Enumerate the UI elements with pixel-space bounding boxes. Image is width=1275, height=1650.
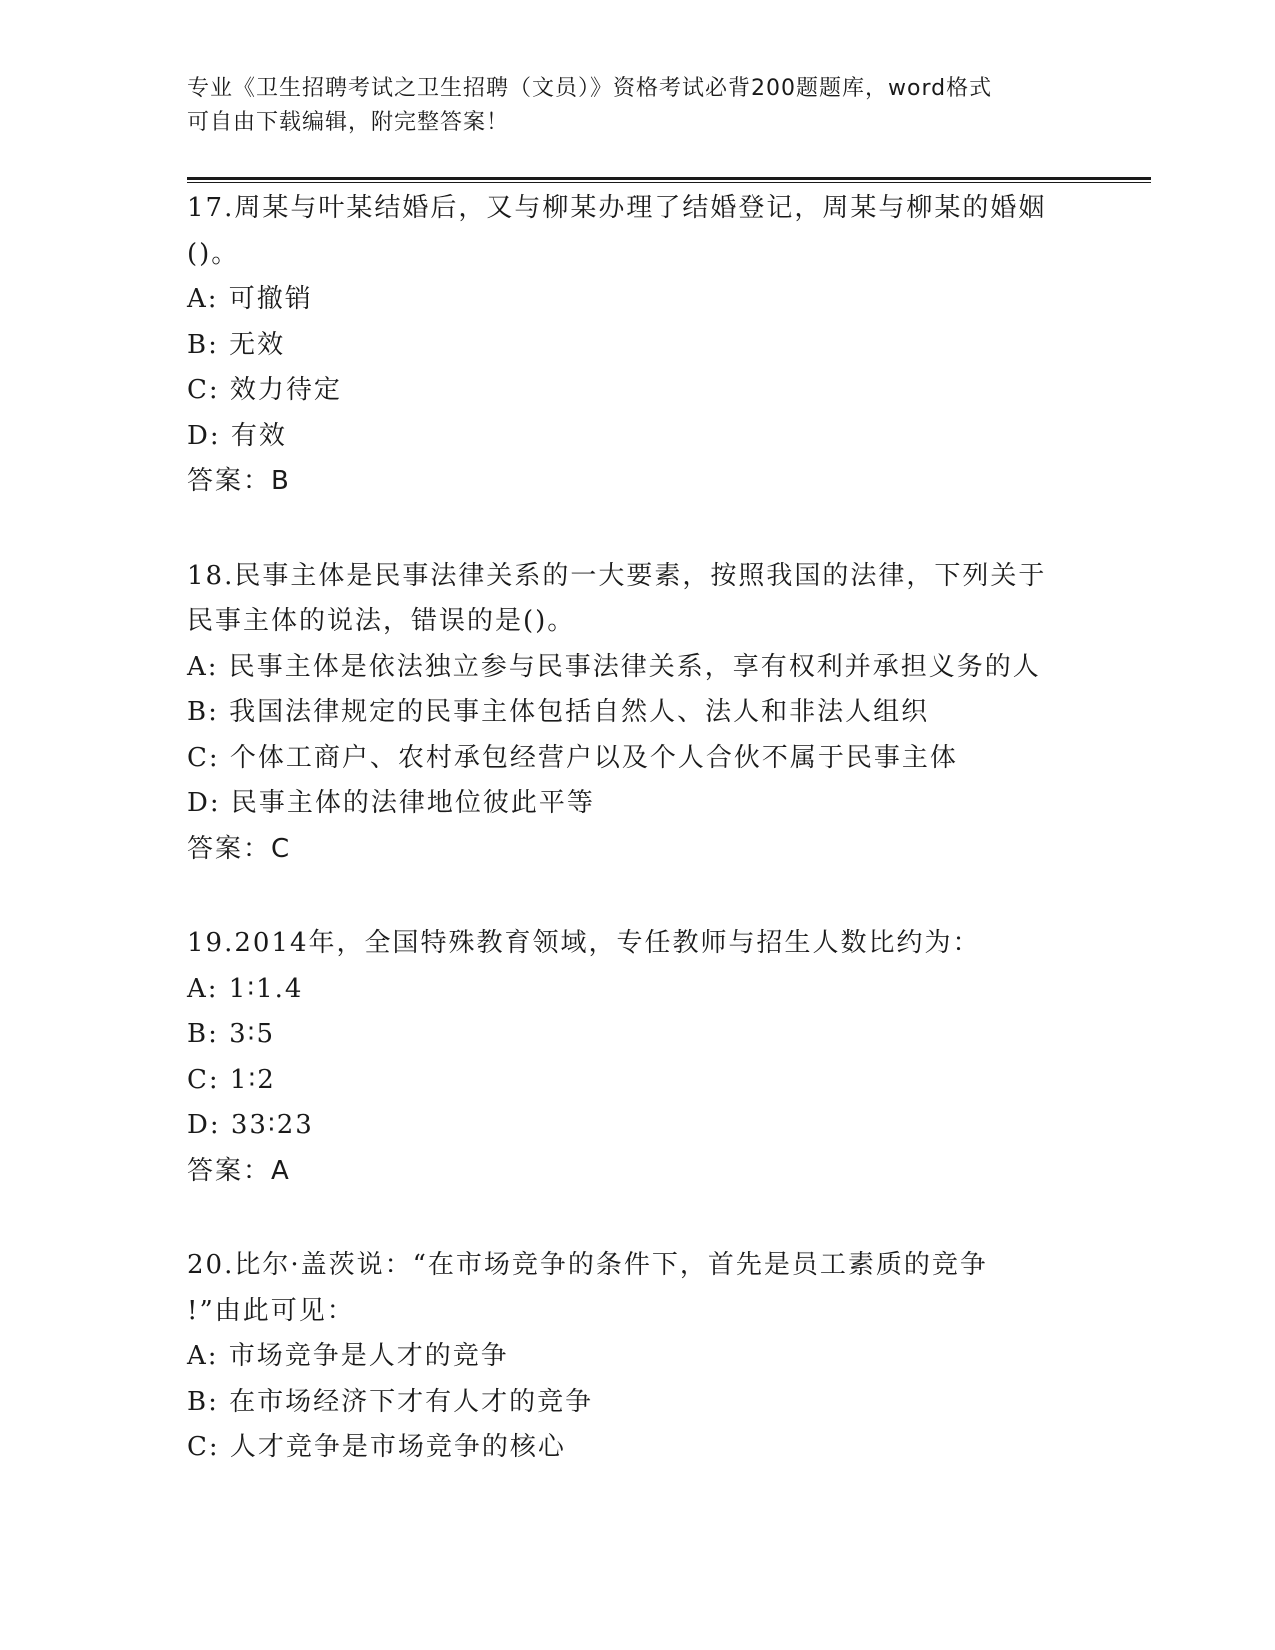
question-stem-continued: 民事主体的说法，错误的是()。: [187, 606, 576, 636]
option-c: C: 个体工商户、农村承包经营户以及个人合伙不属于民事主体: [187, 742, 958, 773]
question-18: [187, 554, 1087, 873]
option-a: A: 1∶1.4: [187, 973, 304, 1004]
question-20: [187, 1243, 1087, 1471]
option-a: A: 市场竞争是人才的竞争: [187, 1341, 509, 1371]
question-stem-continued: !”由此可见：: [187, 1295, 355, 1326]
option-b: B: 无效: [187, 329, 286, 360]
option-d: D: 有效: [187, 420, 287, 451]
question-19: [187, 921, 1087, 1194]
answer-line: 答案：B: [187, 466, 291, 496]
document-header: [187, 72, 1087, 140]
option-b: B: 我国法律规定的民事主体包括自然人、法人和非法人组织: [187, 697, 930, 727]
question-stem: 17.周某与叶某结婚后，又与柳某办理了结婚登记，周某与柳某的婚姻: [187, 193, 1047, 223]
question-list: [187, 186, 1087, 1520]
option-a: A: 可撤销: [187, 284, 313, 314]
header-line-2: 可自由下载编辑，附完整答案！: [187, 110, 510, 135]
answer-line: 答案：A: [187, 1155, 291, 1186]
header-divider-thick: [187, 177, 1151, 180]
option-d: D: 民事主体的法律地位彼此平等: [187, 788, 595, 818]
question-stem-continued: ()。: [187, 238, 240, 269]
question-stem: 19.2014年，全国特殊教育领域，专任教师与招生人数比约为：: [187, 928, 981, 958]
question-stem: 20.比尔·盖茨说：“在市场竞争的条件下，首先是员工素质的竞争: [187, 1250, 988, 1280]
option-c: C: 1∶2: [187, 1064, 276, 1095]
option-a: A: 民事主体是依法独立参与民事法律关系，享有权利并承担义务的人: [187, 651, 1041, 682]
option-c: C: 人才竞争是市场竞争的核心: [187, 1432, 566, 1462]
question-17: [187, 186, 1087, 505]
option-c: C: 效力待定: [187, 375, 342, 405]
question-stem: 18.民事主体是民事法律关系的一大要素，按照我国的法律，下列关于: [187, 560, 1047, 591]
header-divider-thin: [187, 182, 1151, 183]
answer-line: 答案：C: [187, 833, 292, 864]
header-line-1: 专业《卫生招聘考试之卫生招聘（文员）》资格考试必背200题题库，word格式: [187, 76, 993, 101]
option-b: B: 3∶5: [187, 1019, 275, 1049]
option-d: D: 33∶23: [187, 1110, 314, 1140]
option-b: B: 在市场经济下才有人才的竞争: [187, 1386, 594, 1417]
